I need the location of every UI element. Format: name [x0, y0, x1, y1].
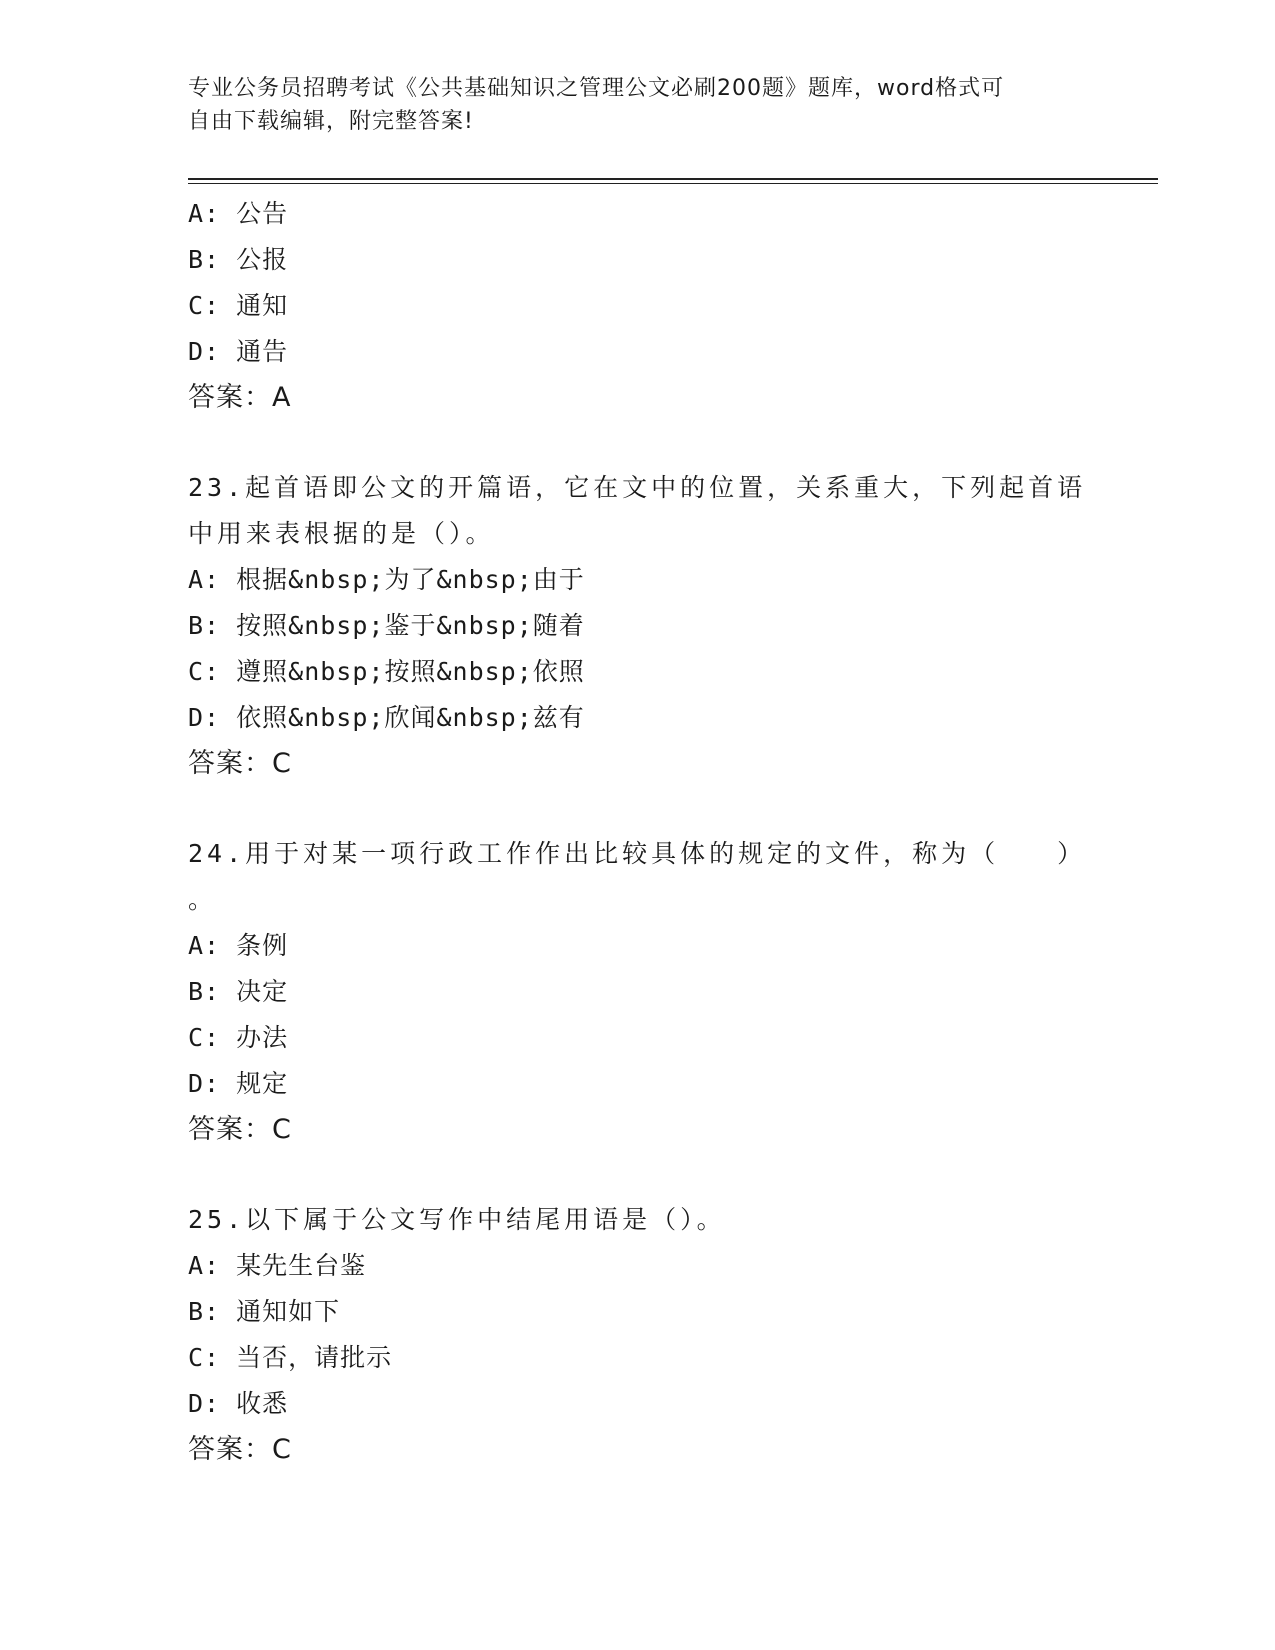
option-d: D: 依照&nbsp;欣闻&nbsp;兹有 [188, 703, 585, 732]
option-b: B: 通知如下 [188, 1297, 341, 1326]
question-24 [188, 831, 1088, 1153]
option-d: D: 通告 [188, 337, 289, 366]
question-23 [188, 465, 1088, 787]
question-25 [188, 1197, 1088, 1473]
option-c: C: 办法 [188, 1023, 289, 1052]
option-d: D: 规定 [188, 1069, 289, 1098]
option-a: A: 根据&nbsp;为了&nbsp;由于 [188, 565, 585, 594]
question-22-continued [188, 191, 1088, 421]
answer: 答案：C [188, 1434, 292, 1465]
header-divider [188, 178, 1158, 184]
answer: 答案：C [188, 748, 292, 779]
option-d: D: 收悉 [188, 1389, 289, 1418]
header-line-1: 专业公务员招聘考试《公共基础知识之管理公文必刷200题》题库，word格式可 [188, 76, 1005, 101]
question-text-line-2: 。 [188, 885, 218, 914]
spacer [188, 787, 1088, 831]
question-text-line-1: 24.用于对某一项行政工作作出比较具体的规定的文件，称为（ ） [188, 839, 1087, 868]
spacer [188, 421, 1088, 465]
option-b: B: 按照&nbsp;鉴于&nbsp;随着 [188, 611, 585, 640]
question-list [188, 191, 1088, 1473]
option-c: C: 通知 [188, 291, 289, 320]
option-a: A: 公告 [188, 199, 289, 228]
question-text-line-1: 25.以下属于公文写作中结尾用语是（）。 [188, 1205, 726, 1234]
answer: 答案：C [188, 1114, 292, 1145]
header-line-2: 自由下载编辑，附完整答案! [188, 109, 474, 134]
spacer [188, 1153, 1088, 1197]
option-b: B: 决定 [188, 977, 289, 1006]
option-c: C: 当否，请批示 [188, 1343, 393, 1372]
question-text-line-1: 23.起首语即公文的开篇语，它在文中的位置，关系重大，下列起首语 [188, 473, 1087, 502]
option-a: A: 条例 [188, 931, 289, 960]
option-b: B: 公报 [188, 245, 289, 274]
document-header [188, 72, 1068, 138]
option-a: A: 某先生台鉴 [188, 1251, 367, 1280]
option-c: C: 遵照&nbsp;按照&nbsp;依照 [188, 657, 585, 686]
answer: 答案：A [188, 382, 292, 413]
question-text-line-2: 中用来表根据的是（）。 [188, 519, 495, 548]
